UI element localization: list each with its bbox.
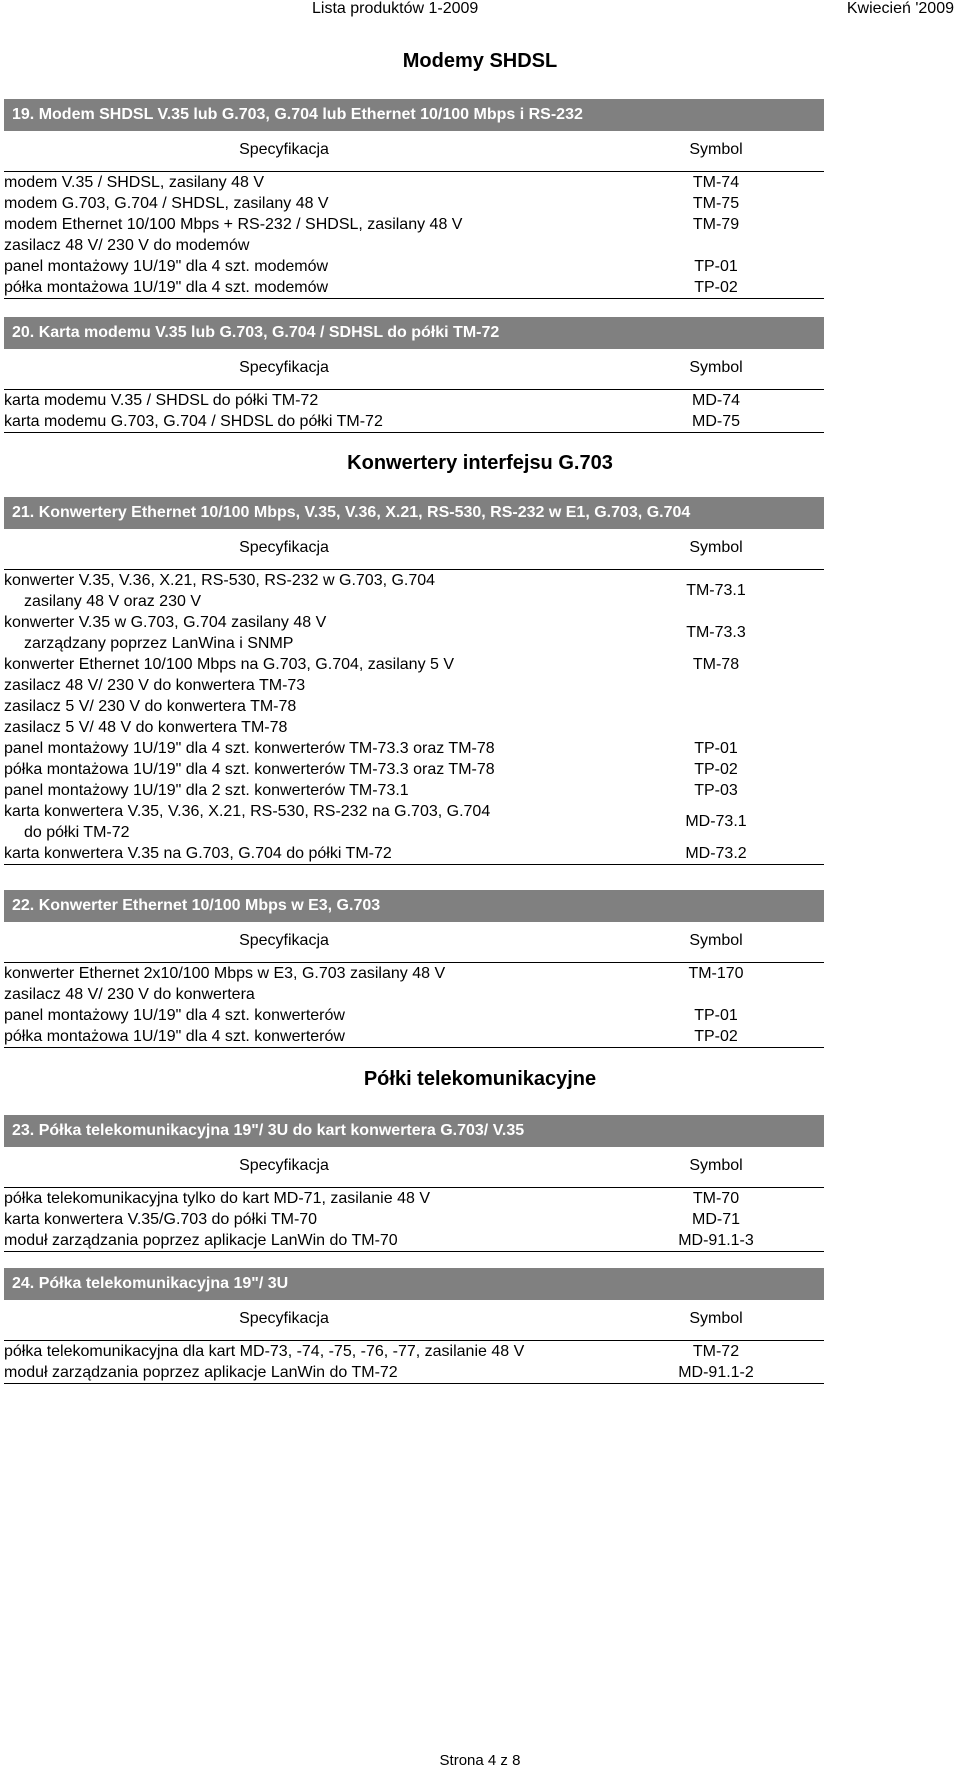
product-section	[4, 317, 824, 433]
product-row	[4, 675, 824, 696]
product-row	[4, 1362, 824, 1383]
product-symbol: TM-70	[692, 1190, 740, 1207]
product-symbol: TP-03	[694, 782, 738, 799]
product-row	[4, 1188, 824, 1209]
product-row	[4, 963, 824, 984]
product-row	[4, 759, 824, 780]
product-description: konwerter Ethernet 10/100 Mbps na G.703, G.704, zasilany 5 V	[4, 656, 455, 673]
product-row	[4, 984, 824, 1005]
product-row	[4, 738, 824, 759]
column-header-symbol: Symbol	[689, 141, 743, 158]
product-description: konwerter V.35, V.36, X.21, RS-530, RS-232 w G.703, G.704	[4, 572, 436, 589]
product-row	[4, 654, 824, 675]
product-description: karta modemu V.35 / SHDSL do półki TM-72	[4, 392, 319, 409]
product-description: panel montażowy 1U/19" dla 2 szt. konwerterów TM-73.1	[4, 782, 409, 799]
section-bottom-rule	[4, 1047, 824, 1048]
header-title: Lista produktów 1-2009	[312, 0, 479, 17]
product-description: półka montażowa 1U/19" dla 4 szt. konwerterów	[4, 1028, 345, 1045]
section-bottom-rule	[4, 432, 824, 433]
product-row	[4, 390, 824, 411]
column-header-specification: Specyfikacja	[239, 359, 329, 376]
header-date: Kwiecień '2009	[846, 0, 954, 17]
product-symbol: MD-73.1	[685, 813, 747, 830]
product-description: modem V.35 / SHDSL, zasilany 48 V	[4, 174, 264, 191]
column-header-symbol: Symbol	[689, 359, 743, 376]
product-symbol: TP-02	[694, 761, 738, 778]
product-description: panel montażowy 1U/19" dla 4 szt. konwerterów	[4, 1007, 345, 1024]
section-title-bar: 21. Konwertery Ethernet 10/100 Mbps, V.35, V.36, X.21, RS-530, RS-232 w E1, G.703, G.704	[4, 497, 824, 529]
category-title-converters: Konwertery interfejsu G.703	[347, 452, 613, 474]
section-bottom-rule	[4, 298, 824, 299]
product-description-continued: do półki TM-72	[24, 824, 130, 841]
product-symbol: TP-02	[694, 1028, 738, 1045]
product-row	[4, 1005, 824, 1026]
category-title-modems: Modemy SHDSL	[402, 50, 558, 72]
section-title-bar: 22. Konwerter Ethernet 10/100 Mbps w E3, G.703	[4, 890, 824, 922]
column-header-symbol: Symbol	[689, 1310, 743, 1327]
column-header-symbol: Symbol	[689, 539, 743, 556]
product-row	[4, 570, 824, 612]
column-header-row	[4, 1300, 824, 1341]
product-section	[4, 99, 824, 299]
product-symbol: TP-02	[694, 279, 738, 296]
column-header-row	[4, 349, 824, 390]
section-title-bar: 19. Modem SHDSL V.35 lub G.703, G.704 lub Ethernet 10/100 Mbps i RS-232	[4, 99, 824, 131]
product-symbol: TM-78	[692, 656, 740, 673]
product-description: zasilacz 48 V/ 230 V do konwertera	[4, 986, 255, 1003]
section-title-bar: 20. Karta modemu V.35 lub G.703, G.704 / SDHSL do półki TM-72	[4, 317, 824, 349]
product-description: modem G.703, G.704 / SHDSL, zasilany 48 V	[4, 195, 329, 212]
product-description: zasilacz 5 V/ 230 V do konwertera TM-78	[4, 698, 297, 715]
product-description-continued: zasilany 48 V oraz 230 V	[24, 593, 201, 610]
product-description-continued: zarządzany poprzez LanWina i SNMP	[24, 635, 294, 652]
product-row	[4, 843, 824, 864]
section-bottom-rule	[4, 864, 824, 865]
product-section	[4, 1268, 824, 1384]
product-description: zasilacz 48 V/ 230 V do modemów	[4, 237, 250, 254]
product-row	[4, 612, 824, 654]
product-symbol: MD-71	[691, 1211, 740, 1228]
product-description: modem Ethernet 10/100 Mbps + RS-232 / SHDSL, zasilany 48 V	[4, 216, 463, 233]
product-row	[4, 235, 824, 256]
product-symbol: TP-01	[694, 258, 738, 275]
column-header-symbol: Symbol	[689, 1157, 743, 1174]
column-header-row	[4, 131, 824, 172]
product-row	[4, 780, 824, 801]
product-description: półka montażowa 1U/19" dla 4 szt. modemów	[4, 279, 329, 296]
product-symbol: MD-91.1-3	[678, 1232, 754, 1249]
product-row	[4, 214, 824, 235]
product-section	[4, 1115, 824, 1252]
product-symbol: TM-170	[688, 965, 744, 982]
column-header-row	[4, 922, 824, 963]
product-symbol: MD-91.1-2	[678, 1364, 754, 1381]
section-title-bar: 24. Półka telekomunikacyjna 19"/ 3U	[4, 1268, 824, 1300]
product-row	[4, 1341, 824, 1362]
product-description: konwerter Ethernet 2x10/100 Mbps w E3, G.703 zasilany 48 V	[4, 965, 446, 982]
product-row	[4, 1209, 824, 1230]
product-description: moduł zarządzania poprzez aplikacje LanWin do TM-70	[4, 1232, 398, 1249]
section-bottom-rule	[4, 1251, 824, 1252]
product-description: karta konwertera V.35/G.703 do półki TM-70	[4, 1211, 318, 1228]
product-symbol: TM-73.1	[686, 582, 746, 599]
product-description: karta konwertera V.35 na G.703, G.704 do półki TM-72	[4, 845, 392, 862]
product-symbol: TP-01	[694, 740, 738, 757]
product-section	[4, 890, 824, 1048]
product-symbol: TM-74	[692, 174, 740, 191]
product-description: półka montażowa 1U/19" dla 4 szt. konwerterów TM-73.3 oraz TM-78	[4, 761, 495, 778]
product-description: karta modemu G.703, G.704 / SHDSL do półki TM-72	[4, 413, 383, 430]
column-header-specification: Specyfikacja	[239, 1157, 329, 1174]
column-header-specification: Specyfikacja	[239, 932, 329, 949]
product-section	[4, 497, 824, 865]
product-row	[4, 696, 824, 717]
page-number: Strona 4 z 8	[439, 1752, 521, 1769]
column-header-specification: Specyfikacja	[239, 539, 329, 556]
product-symbol: TM-72	[692, 1343, 740, 1360]
section-title-bar: 23. Półka telekomunikacyjna 19"/ 3U do kart konwertera G.703/ V.35	[4, 1115, 824, 1147]
column-header-row	[4, 529, 824, 570]
product-symbol: MD-73.2	[685, 845, 747, 862]
product-symbol: TM-73.3	[686, 624, 746, 641]
category-title-shelves: Półki telekomunikacyjne	[363, 1068, 597, 1090]
product-description: moduł zarządzania poprzez aplikacje LanWin do TM-72	[4, 1364, 398, 1381]
product-description: zasilacz 5 V/ 48 V do konwertera TM-78	[4, 719, 288, 736]
column-header-row	[4, 1147, 824, 1188]
product-row	[4, 717, 824, 738]
product-row	[4, 277, 824, 298]
product-row	[4, 256, 824, 277]
product-description: panel montażowy 1U/19" dla 4 szt. modemów	[4, 258, 329, 275]
product-row	[4, 411, 824, 432]
product-symbol: TM-75	[692, 195, 740, 212]
column-header-symbol: Symbol	[689, 932, 743, 949]
product-row	[4, 1026, 824, 1047]
product-description: zasilacz 48 V/ 230 V do konwertera TM-73	[4, 677, 306, 694]
column-header-specification: Specyfikacja	[239, 141, 329, 158]
product-row	[4, 801, 824, 843]
product-description: konwerter V.35 w G.703, G.704 zasilany 48 V	[4, 614, 327, 631]
product-symbol: MD-75	[691, 413, 740, 430]
product-symbol: MD-74	[691, 392, 740, 409]
product-row	[4, 172, 824, 193]
product-description: panel montażowy 1U/19" dla 4 szt. konwerterów TM-73.3 oraz TM-78	[4, 740, 495, 757]
product-symbol: TP-01	[694, 1007, 738, 1024]
column-header-specification: Specyfikacja	[239, 1310, 329, 1327]
product-description: półka telekomunikacyjna dla kart MD-73, -74, -75, -76, -77, zasilanie 48 V	[4, 1343, 525, 1360]
section-bottom-rule	[4, 1383, 824, 1384]
product-row	[4, 193, 824, 214]
product-symbol: TM-79	[692, 216, 740, 233]
product-description: karta konwertera V.35, V.36, X.21, RS-530, RS-232 na G.703, G.704	[4, 803, 491, 820]
product-row	[4, 1230, 824, 1251]
product-description: półka telekomunikacyjna tylko do kart MD-71, zasilanie 48 V	[4, 1190, 430, 1207]
